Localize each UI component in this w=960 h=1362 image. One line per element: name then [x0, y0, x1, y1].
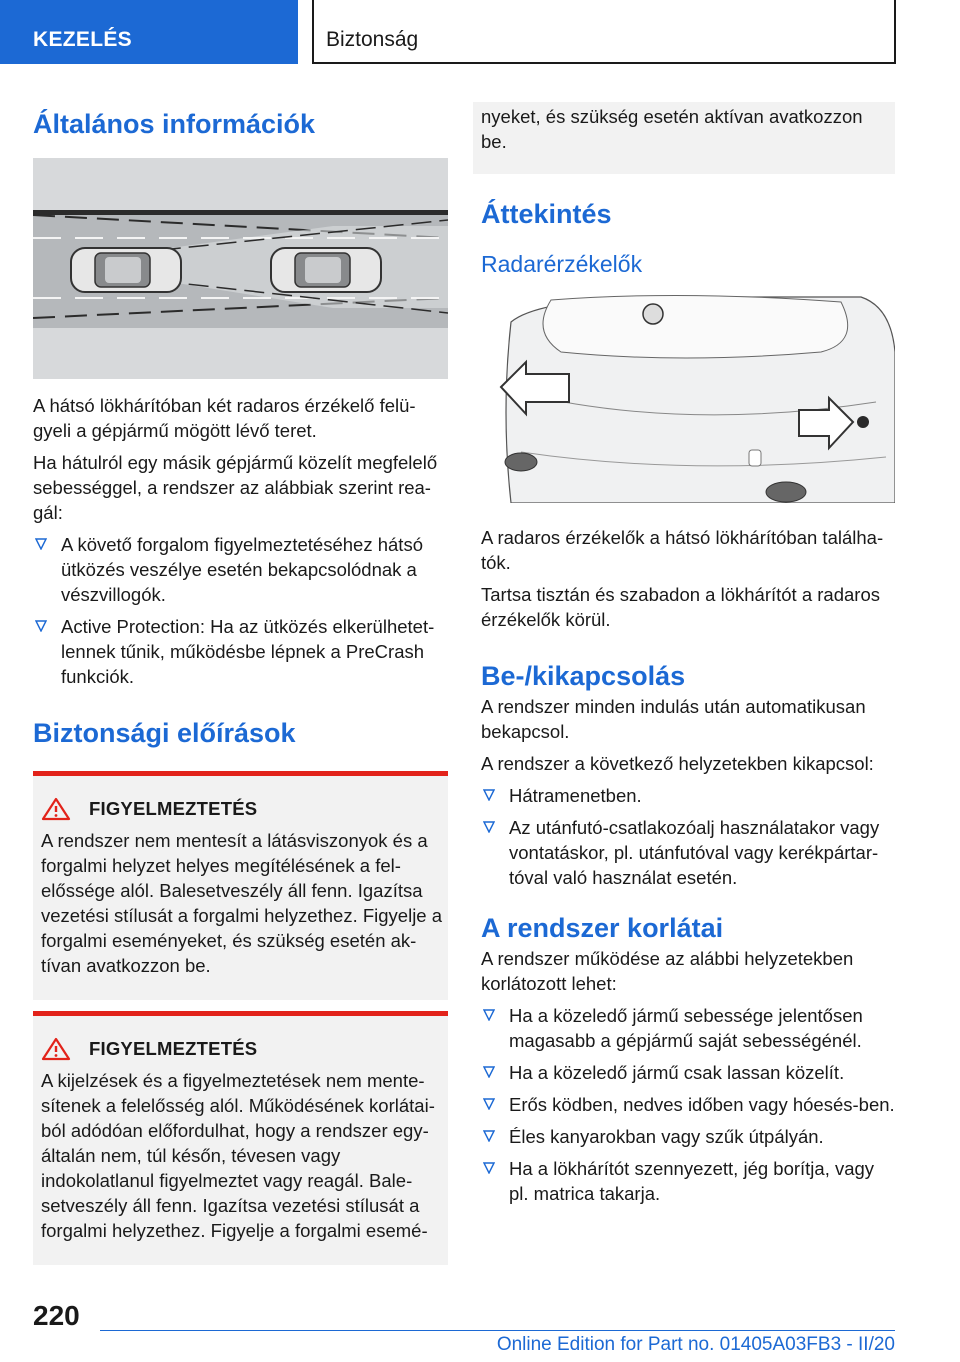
paragraph: Tartsa tisztán és szabadon a lökhárítót a radaros érzékelők körül.: [481, 584, 880, 630]
warning-label: FIGYELMEZTETÉS: [89, 798, 258, 819]
warning-text: A kijelzések és a figyelmeztetések nem mente-sítenek a felelősség alól. Működésének korlátai-ból adódóan előfordulhat, hogy a rendszer egy-általán nem, túl későn, tévesen vagy indokolatlanul figyelmeztet vagy reagál. Bale-setveszély áll fenn. Igazítsa vezetési stílusát a forgalmi helyzethez. Figyelje a forgalmi esemé-: [41, 1070, 435, 1241]
paragraph: A rendszer minden indulás után automatikusan bekapcsol.: [481, 696, 866, 742]
paragraph: Ha hátulról egy másik gépjármű közelít megfelelő sebességgel, a rendszer az alábbiak szerint rea-gál:: [33, 452, 438, 523]
triangle-bullet-icon: [35, 620, 47, 632]
page-number: 220: [33, 1300, 80, 1331]
list-item: Ha a közeledő jármű sebessége jelentősen magasabb a gépjármű saját sebességénél.: [481, 1003, 895, 1053]
header-section-tab: KEZELÉS: [0, 0, 298, 64]
warning-continuation: nyeket, és szükség esetén aktívan avatkozzon be.: [473, 102, 895, 174]
warning-triangle-icon: [41, 1037, 71, 1061]
list-item: Az utánfutó-csatlakozóalj használatakor vagy vontatáskor, pl. utánfutóval vagy kerékpártar-tóval való használat esetén.: [481, 815, 895, 890]
bumper-sensor-illustration: [481, 292, 895, 503]
list-item: Hátramenetben.: [481, 783, 895, 808]
triangle-bullet-icon: [483, 1162, 495, 1174]
paragraph: A radaros érzékelők a hátsó lökhárítóban találha-tók.: [481, 527, 884, 573]
triangle-bullet-icon: [483, 1009, 495, 1021]
heading-radar-sensors: Radarérzékelők: [481, 251, 643, 277]
triangle-bullet-icon: [483, 1130, 495, 1142]
heading-limits: A rendszer korlátai: [481, 913, 724, 943]
paragraph: A hátsó lökhárítóban két radaros érzékelő felü-gyeli a gépjármű mögött lévő teret.: [33, 395, 416, 441]
car-front: [271, 248, 381, 292]
warning-text: A rendszer nem mentesít a látásviszonyok és a forgalmi helyzet helyes megítélésének a fel-előssége alól. Balesetveszély áll fenn. Igazítsa vezetési stílusát a forgalmi helyzethez. Figyelje a forgalmi eseményeket, és szükség esetén ak-tívan avatkozzon be.: [41, 830, 443, 976]
traffic-illustration: [33, 158, 448, 379]
list-item: Ha a lökhárítót szennyezett, jég borítja, vagy pl. matrica takarja.: [481, 1156, 895, 1206]
bullet-list: [33, 532, 448, 689]
list-item: Active Protection: Ha az ütközés elkerülhetet-lennek tűnik, működésbe lépnek a PreCrash funkciók.: [33, 614, 448, 689]
heading-safety: Biztonsági előírások: [33, 718, 296, 748]
triangle-bullet-icon: [483, 1098, 495, 1110]
warning-triangle-icon: [41, 797, 71, 821]
header-title: Biztonság: [312, 0, 896, 64]
list-item: Ha a közeledő jármű csak lassan közelít.: [481, 1060, 895, 1085]
list-item: Erős ködben, nedves időben vagy hóesés-ben.: [481, 1092, 895, 1117]
warning-box: [33, 1011, 448, 1265]
paragraph: A rendszer a következő helyzetekben kikapcsol:: [481, 753, 874, 774]
warning-box: [33, 771, 448, 1000]
bullet-list: [481, 1003, 895, 1206]
triangle-bullet-icon: [35, 538, 47, 550]
triangle-bullet-icon: [483, 1066, 495, 1078]
heading-general-info: Általános információk: [33, 109, 316, 139]
right-column: [481, 102, 895, 1213]
list-item: Éles kanyarokban vagy szűk útpályán.: [481, 1124, 895, 1149]
paragraph: A rendszer működése az alábbi helyzetekben korlátozott lehet:: [481, 948, 854, 994]
heading-overview: Áttekintés: [481, 199, 612, 229]
triangle-bullet-icon: [483, 789, 495, 801]
triangle-bullet-icon: [483, 821, 495, 833]
left-column: [33, 88, 448, 1265]
warning-label: FIGYELMEZTETÉS: [89, 1038, 258, 1059]
list-item: A követő forgalom figyelmeztetéséhez hátsó ütközés veszélye esetén bekapcsolódnak a vészvillogók.: [33, 532, 448, 607]
footer-edition: Online Edition for Part no. 01405A03FB3 - II/20: [496, 1334, 895, 1355]
heading-on-off: Be-/kikapcsolás: [481, 661, 686, 691]
car-rear: [71, 248, 181, 292]
bullet-list: [481, 783, 895, 890]
footer-divider: [100, 1330, 895, 1331]
